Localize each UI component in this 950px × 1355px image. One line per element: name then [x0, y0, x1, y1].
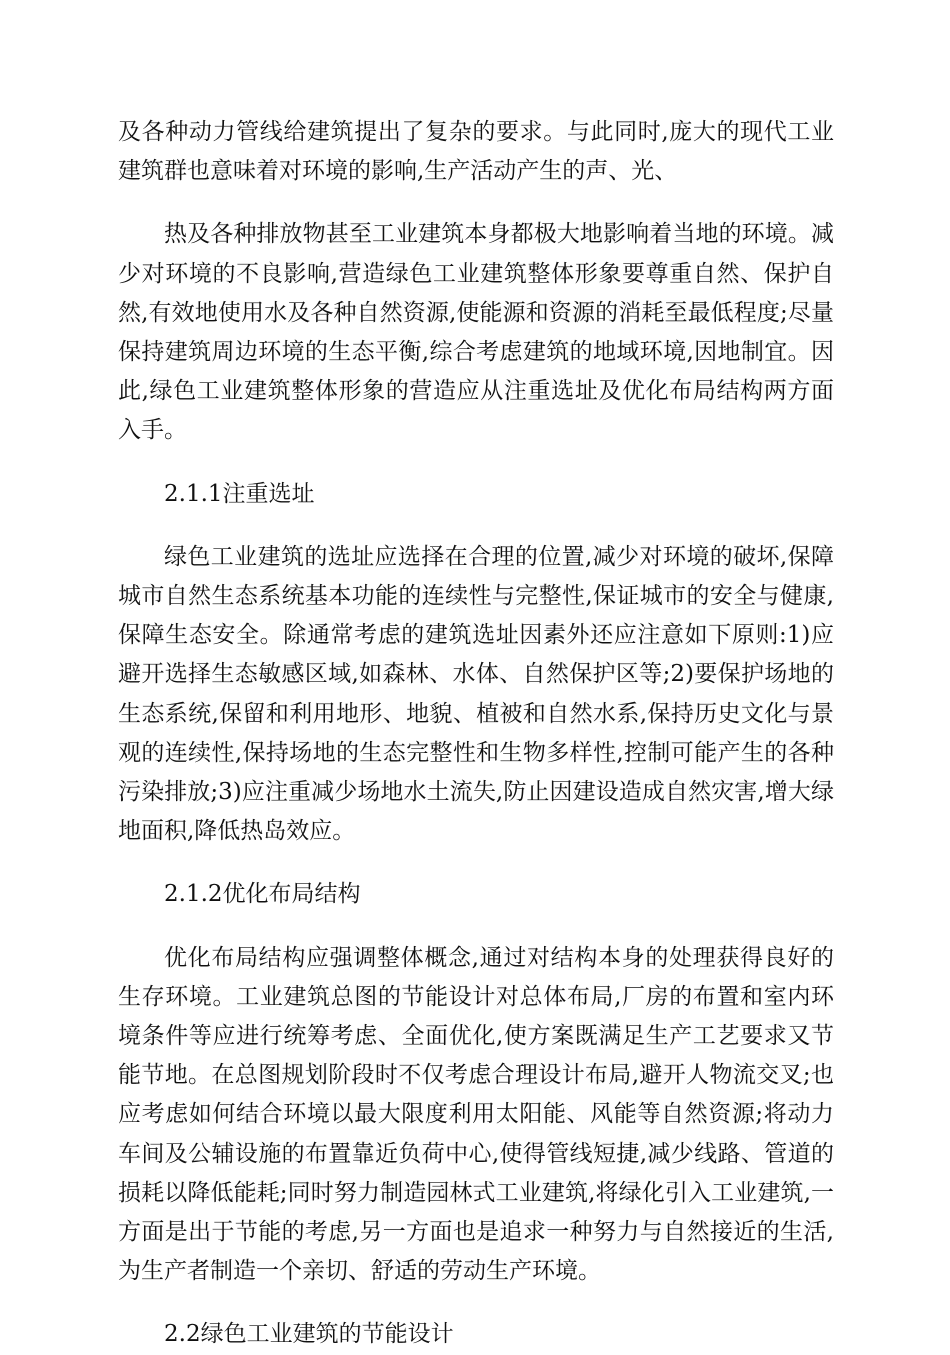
document-page: [118, 113, 834, 1355]
paragraph-continuation: 及各种动力管线给建筑提出了复杂的要求。与此同时,庞大的现代工业建筑群也意味着对环境的影响,生产活动产生的声、光、: [118, 119, 834, 185]
paragraph-environment-impact: 热及各种排放物甚至工业建筑本身都极大地影响着当地的环境。减少对环境的不良影响,营造绿色工业建筑整体形象要尊重自然、保护自然,有效地使用水及各种自然资源,使能源和资源的消耗至最低程度;尽量保持建筑周边环境的生态平衡,综合考虑建筑的地域环境,因地制宜。因此,绿色工业建筑整体形象的营造应从注重选址及优化布局结构两方面入手。: [118, 221, 834, 444]
paragraph-gap: [118, 451, 834, 475]
paragraph-gap: [118, 915, 834, 939]
section-heading-site-selection: 2.1.1注重选址: [164, 480, 315, 507]
section-heading-layout-optimization: 2.1.2优化布局结构: [164, 881, 361, 908]
paragraph-layout-optimization: 优化布局结构应强调整体概念,通过对结构本身的处理获得良好的生存环境。工业建筑总图的节能设计对总体布局,厂房的布置和室内环境条件等应进行统筹考虑、全面优化,使方案既满足生产工艺要求又节能节地。在总图规划阶段时不仅考虑合理设计布局,避开人物流交叉;也应考虑如何结合环境以最大限度利用太阳能、风能等自然资源;将动力车间及公辅设施的布置靠近负荷中心,使得管线短捷,减少线路、管道的损耗以降低能耗;同时努力制造园林式工业建筑,将绿化引入工业建筑,一方面是出于节能的考虑,另一方面也是追求一种努力与自然接近的生活,为生产者制造一个亲切、舒适的劳动生产环境。: [118, 944, 834, 1285]
paragraph-gap: [118, 851, 834, 875]
paragraph-gap: [118, 514, 834, 538]
paragraph-gap: [118, 1291, 834, 1315]
section-heading-energy-saving-design: 2.2绿色工业建筑的节能设计: [164, 1321, 454, 1348]
paragraph-gap: [118, 191, 834, 215]
paragraph-site-selection: 绿色工业建筑的选址应选择在合理的位置,减少对环境的破坏,保障城市自然生态系统基本功能的连续性与完整性,保证城市的安全与健康,保障生态安全。除通常考虑的建筑选址因素外还应注意如下原则:1)应避开选择生态敏感区域,如森林、水体、自然保护区等;2)要保护场地的生态系统,保留和利用地形、地貌、植被和自然水系,保持历史文化与景观的连续性,保持场地的生态完整性和生物多样性,控制可能产生的各种污染排放;3)应注重减少场地水土流失,防止因建设造成自然灾害,增大绿地面积,降低热岛效应。: [118, 543, 834, 845]
